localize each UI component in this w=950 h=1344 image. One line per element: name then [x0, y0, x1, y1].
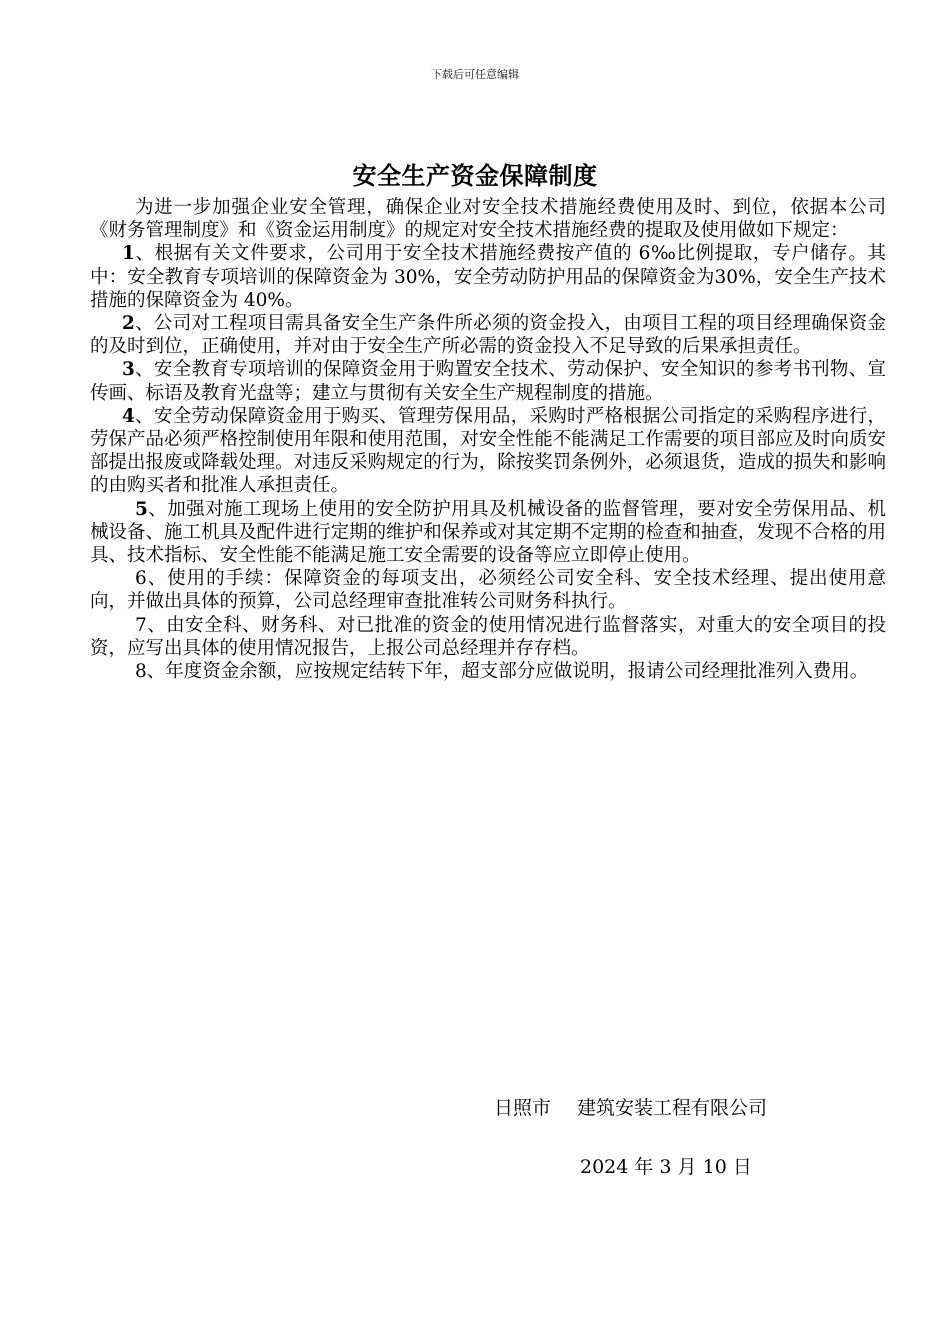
clause-number: 4: [122, 405, 135, 427]
signature-line: [494, 1093, 767, 1120]
clause-7: 7、由安全科、财务科、对已批准的资金的使用情况进行监督落实，对重大的安全项目的投资，应写出具体的使用情况报告，上报公司总经理并存存档。: [90, 614, 886, 659]
intro-paragraph: 为进一步加强企业安全管理，确保企业对安全技术措施经费使用及时、到位，依据本公司《财务管理制度》和《资金运用制度》的规定对安全技术措施经费的提取及使用做如下规定：: [90, 197, 886, 242]
clause-3: [90, 358, 886, 404]
clause-number: 1: [122, 243, 135, 265]
clause-4: [90, 405, 886, 498]
clause-text: 、安全教育专项培训的保障资金用于购置安全技术、劳动保护、安全知识的参考书刊物、宣传画、标语及教育光盘等；建立与贯彻有关安全生产规程制度的措施。: [90, 359, 886, 404]
clause-text: 、公司对工程项目需具备安全生产条件所必须的资金投入，由项目工程的项目经理确保资金的及时到位，正确使用，并对由于安全生产所必需的资金投入不足导致的后果承担责任。: [90, 313, 886, 358]
clause-5: [90, 498, 886, 568]
clause-8: 8、年度资金余额，应按规定结转下年，超支部分应做说明，报请公司经理批准列入费用。: [135, 661, 869, 683]
document-title: 安全生产资金保障制度: [352, 162, 598, 190]
clause-number: 5: [135, 498, 148, 520]
signature-company: 建筑安装工程有限公司: [577, 1097, 768, 1119]
clause-text: 、加强对施工现场上使用的安全防护用具及机械设备的监督管理，要对安全劳保用品、机械设备、施工机具及配件进行定期的维护和保养或对其定期不定期的检查和抽查，发现不合格的用具、技术指标、安全性能不能满足施工安全需要的设备等应立即停止使用。: [90, 498, 886, 567]
clause-text: 、根据有关文件要求，公司用于安全技术措施经费按产值的 6‰比例提取，专户储存。其中：安全教育专项培训的保障资金为 30%，安全劳动防护用品的保障资金为30%，安全生产技术措施的保障资金为 40%。: [90, 243, 886, 311]
clause-1: [90, 242, 886, 312]
clause-number: 3: [122, 359, 135, 381]
clause-text: 、安全劳动保障资金用于购买、管理劳保用品，采购时严格根据公司指定的采购程序进行，劳保产品必须严格控制使用年限和使用范围，对安全性能不能满足工作需要的项目部应及时向质安部提出报废或降载处理。对违反采购规定的行为，除按奖罚条例外，必须退货，造成的损失和影响的由购买者和批准人承担责任。: [90, 405, 886, 497]
clause-number: 2: [122, 313, 135, 335]
clause-2: [90, 312, 886, 358]
clause-6: 6、使用的手续：保障资金的每项支出，必须经公司安全科、安全技术经理、提出使用意向，并做出具体的预算，公司总经理审查批准转公司财务科执行。: [90, 568, 886, 613]
document-date: 2024 年 3 月 10 日: [580, 1156, 752, 1178]
document-body: [90, 196, 886, 683]
header-note: 下载后可任意编辑: [431, 68, 519, 81]
signature-city: 日照市: [494, 1097, 552, 1119]
